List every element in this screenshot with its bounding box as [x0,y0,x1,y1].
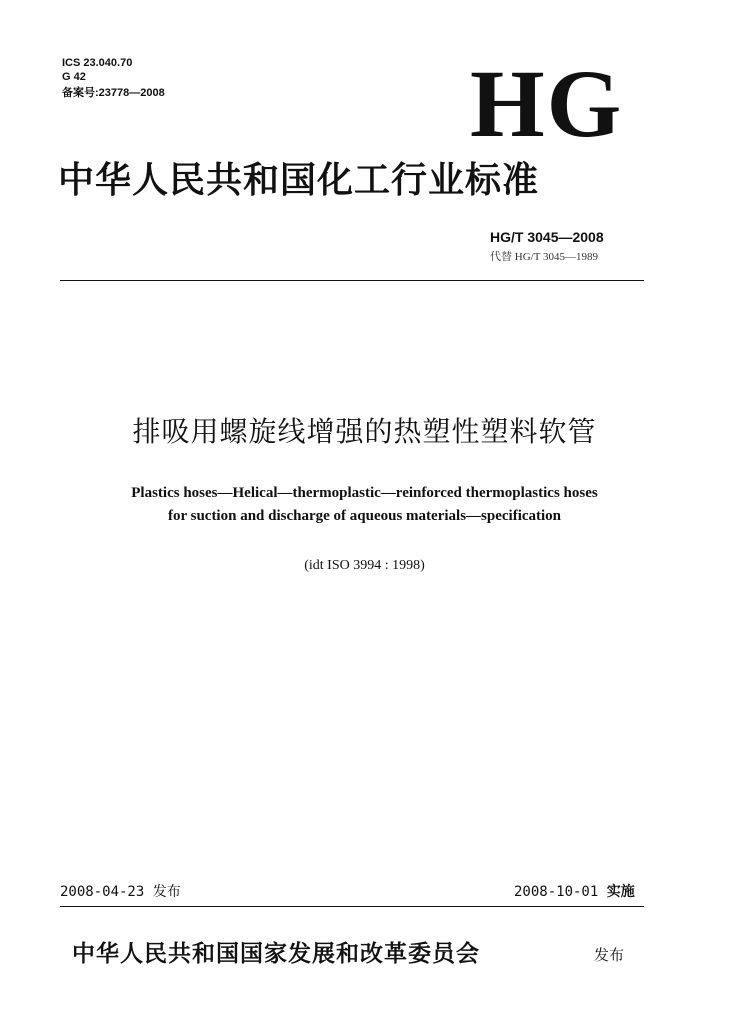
implement-date-line [514,882,635,902]
ccs-code: G 42 [62,71,86,83]
issue-label: 发布 [152,884,181,900]
document-title-cn: 排吸用螺旋线增强的热塑性塑料软管 [132,415,597,448]
bottom-divider [60,906,644,907]
ics-code: ICS 23.040.70 [62,57,133,69]
issue-date: 2008-04-23 [60,884,145,900]
issuer-suffix: 发布 [594,946,625,964]
document-title-en-line2: for suction and discharge of aqueous materials—specification [167,508,562,524]
hg-mark: HG [470,50,624,157]
issue-date-line [60,882,181,902]
idt-reference: (idt ISO 3994 : 1998) [304,558,425,573]
top-divider [60,280,644,281]
document-title-en-line1: Plastics hoses—Helical—thermoplastic—reinforced thermoplastics hoses [131,485,598,501]
replaces-note: 代替 HG/T 3045—1989 [490,251,598,263]
implement-label: 实施 [606,884,635,900]
issuer-name: 中华人民共和国国家发展和改革委员会 [72,940,480,967]
implement-date: 2008-10-01 [514,884,599,900]
record-number: 备案号:23778—2008 [62,87,165,99]
standard-number: HG/T 3045—2008 [490,229,604,245]
standard-title: 中华人民共和国化工行业标准 [58,159,540,201]
